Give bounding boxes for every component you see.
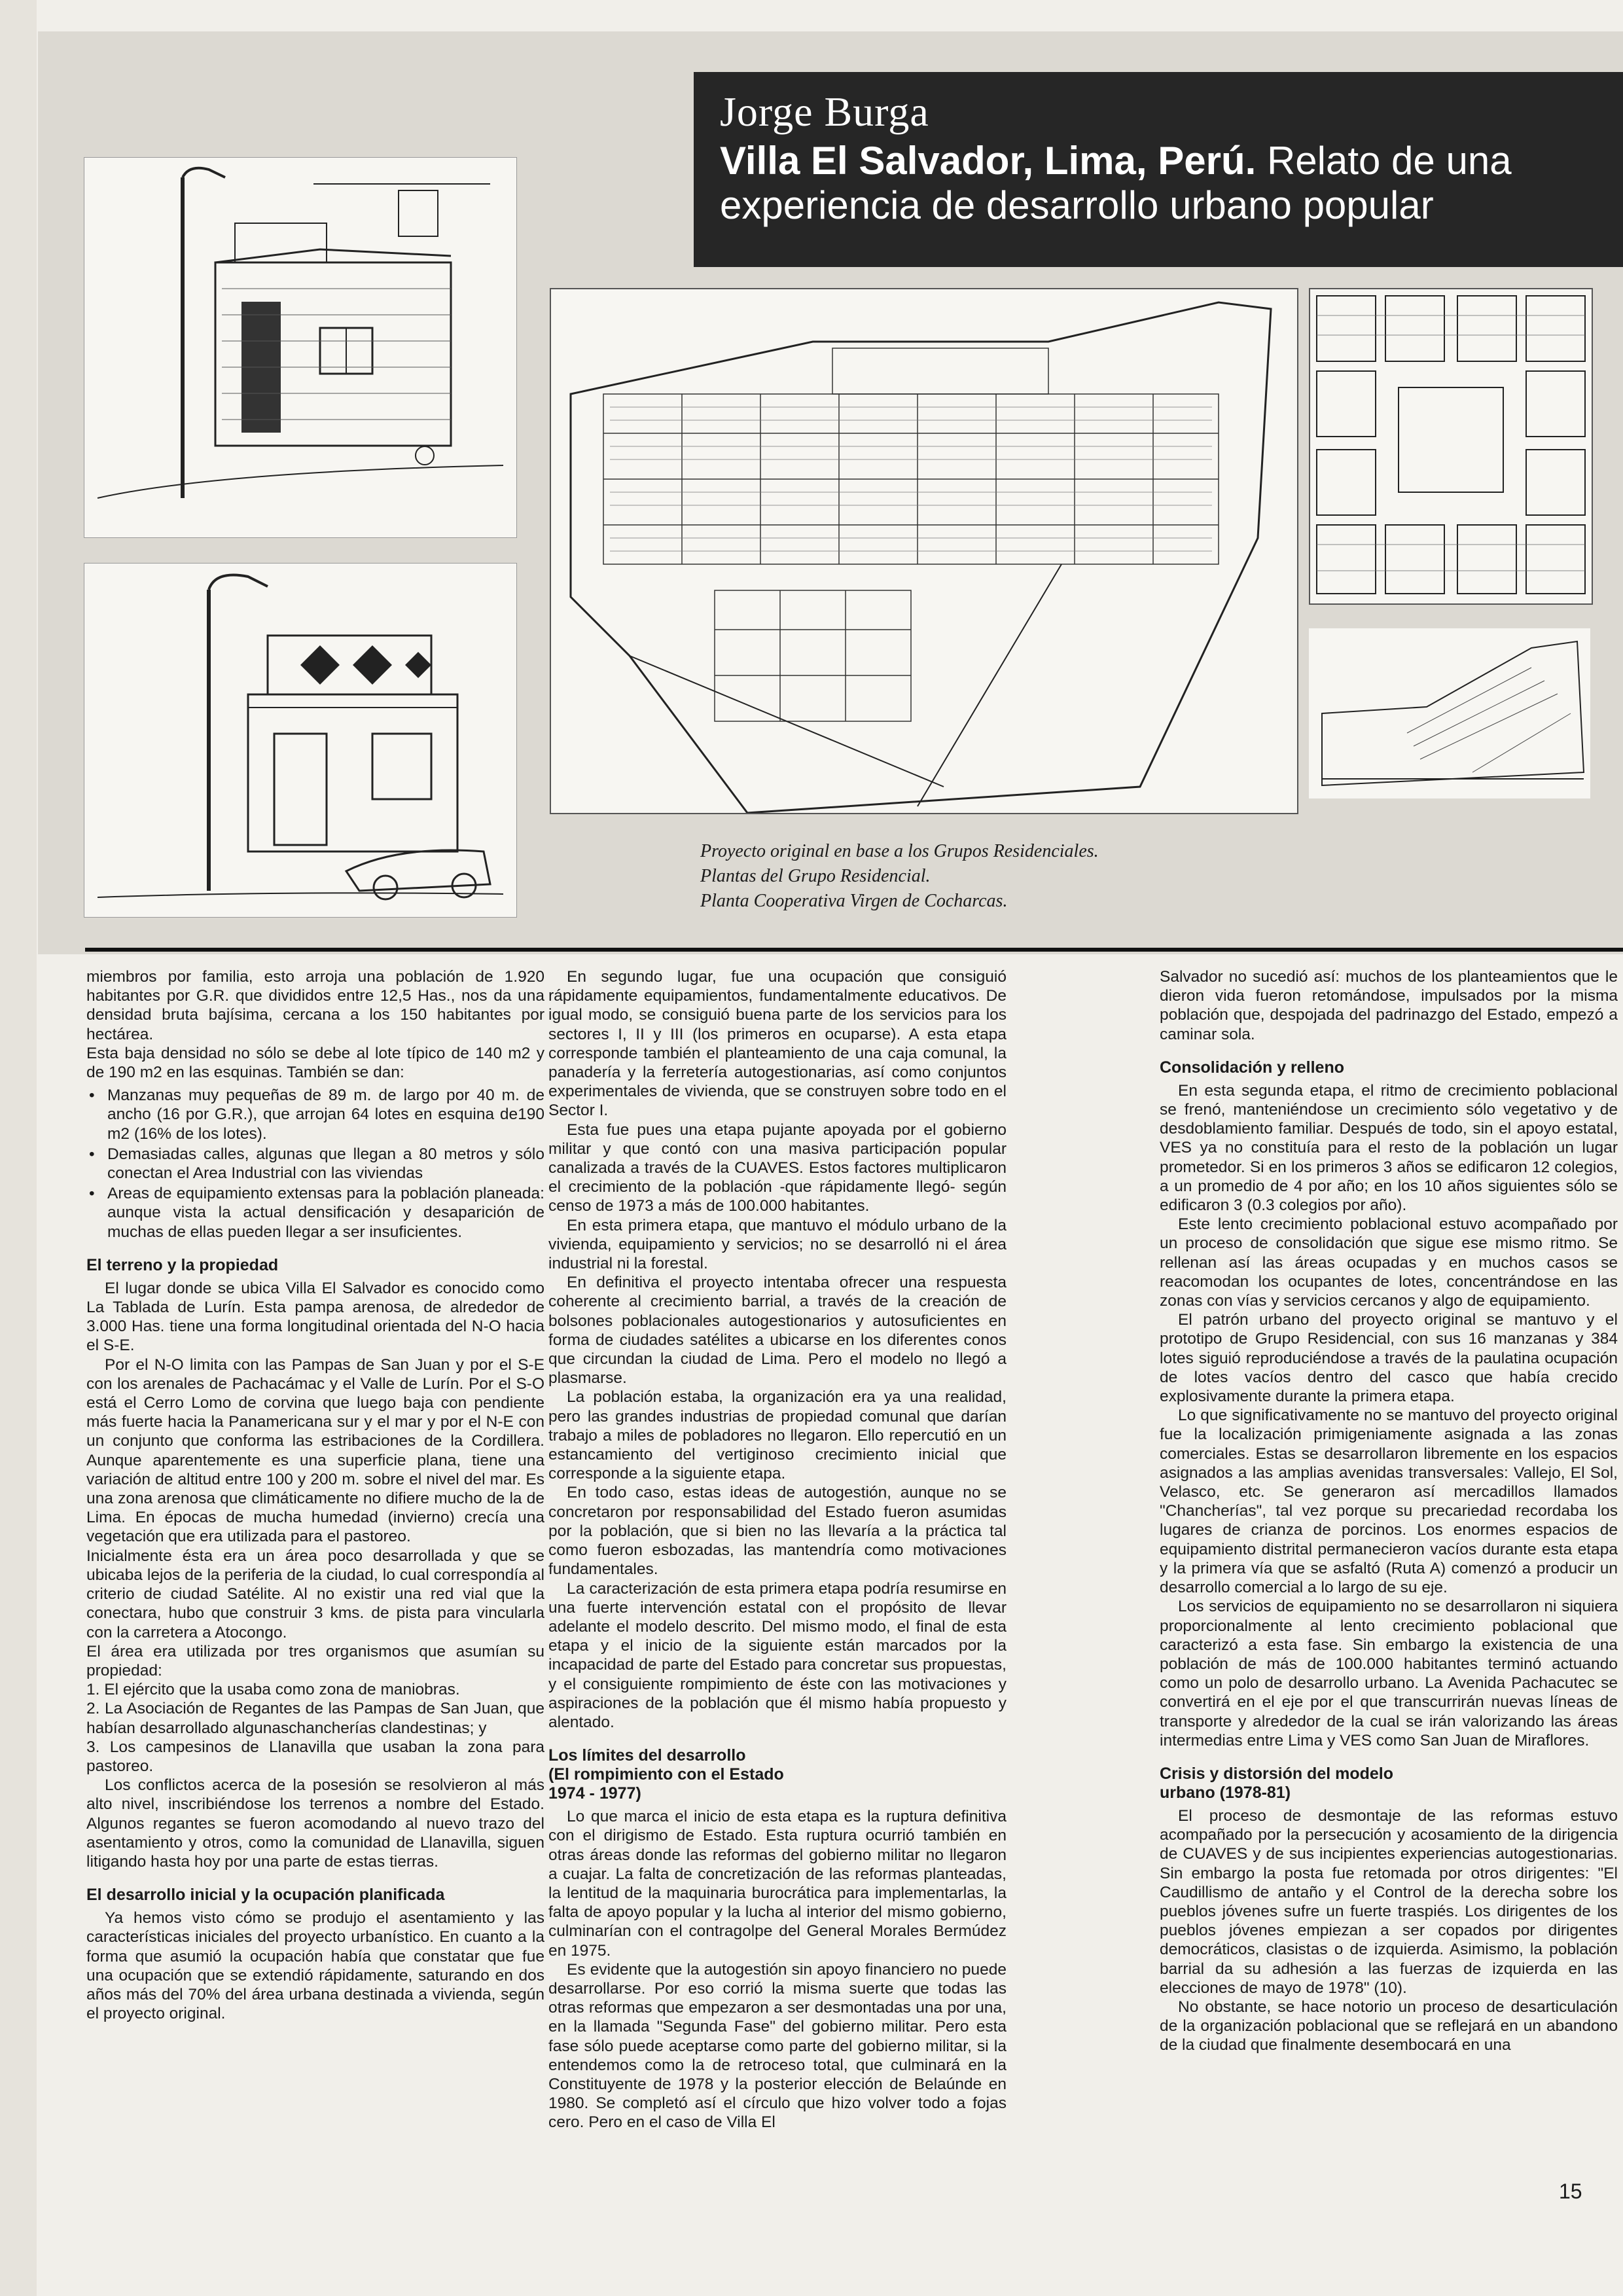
page-margin bbox=[0, 0, 37, 2296]
residential-group-plan bbox=[1309, 288, 1593, 605]
caption-line: Plantas del Grupo Residencial. bbox=[700, 866, 931, 886]
paragraph: En segundo lugar, fue una ocupación que consiguió rápidamente equipamientos, fundamentalmente educativos. De igual modo, se consiguió buena parte de los servicios para los sectores I, II y III (los primeros en ocuparse). A esta etapa corresponde también el planteamiento de una caja comunal, la panadería y la ferretería autogestionarias, así como conjuntos experimentales de vivienda, que se construyen sobre todo en el Sector I. bbox=[548, 968, 1007, 1120]
paragraph: Este lento crecimiento poblacional estuvo acompañado por un proceso de consolidación que sigue ese mismo ritmo. Se rellenan así las áreas ocupadas y en muchos casos se reacomodan los ocupantes de lotes, concentrándose en las zonas con vías y servicios cercanos y algo de equipamiento. bbox=[1160, 1215, 1618, 1310]
bullet-item: • Areas de equipamiento extensas para la población planeada: aunque vista la actual densificación y desaparición de muchas de ellas pueden llegar a ser insuficientes. bbox=[107, 1184, 544, 1242]
heading-line: Crisis y distorsión del modelo bbox=[1160, 1764, 1394, 1783]
caption-line: Proyecto original en base a los Grupos Residenciales. bbox=[700, 841, 1099, 861]
paragraph: Salvador no sucedió así: muchos de los planteamientos que le dieron vida fueron retomándose, impulsados por la misma población que, despojada del padrinazgo del Estado, empezó a caminar sola. bbox=[1160, 968, 1618, 1043]
heading-line: 1974 - 1977) bbox=[548, 1784, 641, 1803]
paragraph: La población estaba, la organización era ya una realidad, pero las grandes industrias de propiedad comunal que darían trabajo a miles de pobladores no llegaron. Ello repercutió en un estancamiento del vertiginoso crecimiento inicial que corresponde a la siguiente etapa. bbox=[548, 1388, 1007, 1483]
paragraph: Esta baja densidad no sólo se debe al lote típico de 140 m2 y de 190 m2 en las esquinas. También se dan: bbox=[86, 1044, 544, 1082]
paragraph: El lugar donde se ubica Villa El Salvador es conocido como La Tablada de Lurín. Esta pampa arenosa, de alrededor de 3.000 Has. tiene una forma longitudinal orientada del N-O hacia el S-E. bbox=[86, 1279, 544, 1355]
paragraph: El área era utilizada por tres organismos que asumían su propiedad: bbox=[86, 1642, 544, 1679]
paragraph: Ya hemos visto cómo se produjo el asentamiento y las características iniciales del proyecto urbanístico. En cuanto a la forma que asumió la ocupación había que constatar que fue una ocupación que se extendió rápidamente, saturando en dos años más del 70% del área urbana destinada a vivienda, según el proyecto original. bbox=[86, 1909, 544, 2023]
section-heading: El desarrollo inicial y la ocupación planificada bbox=[86, 1886, 445, 1905]
residential-group-svg bbox=[1310, 289, 1592, 603]
text-column-1 bbox=[86, 967, 544, 2023]
title-bold: Villa El Salvador, Lima, Perú. bbox=[720, 139, 1257, 183]
bullet-item: • Demasiadas calles, algunas que llegan a 80 metros y sólo conectan el Area Industrial con las viviendas bbox=[107, 1145, 544, 1183]
master-plan-svg bbox=[551, 289, 1297, 813]
sketch-house-bottom bbox=[84, 563, 517, 918]
bullet-list bbox=[86, 1086, 544, 1242]
bullet-item: • Manzanas muy pequeñas de 89 m. de largo por 40 m. de ancho (16 por G.R.), que arrojan 64 lotes en esquina de190 m2 (16% de los lotes). bbox=[107, 1086, 544, 1143]
paragraph: En esta segunda etapa, el ritmo de crecimiento poblacional se frenó, manteniéndose un crecimiento sólo vegetativo y de desdoblamiento familiar. Después de todo, sin el apoyo estatal, VES ya no constituía para el resto de la población un lugar prometedor. Si en los primeros 3 años se edificaron 12 colegios, a un promedio de 4 por año; en los 10 años siguientes sólo se edificaron 3 (0.3 colegios por año). bbox=[1160, 1081, 1618, 1215]
caption-line: Planta Cooperativa Virgen de Cocharcas. bbox=[700, 891, 1008, 911]
paragraph: Lo que significativamente no se mantuvo del proyecto original fue la localización primigeniamente asignada a las zonas comerciales. Estas se desarrollaron libremente en los espacios asignados a las amplias avenidas transversales: Vallejo, El Sol, Velasco, etc. Se generaron así mercadillos llamados "Chancherías", tal vez porque su precariedad recordaba los lugares de crianza de porcinos. Los enormes espacios de equipamiento distrital permanecieron vacíos durante esta etapa y la primera vía que se asfaltó (Ruta A) comenzó a producir un desarrollo comercial a lo largo de su eje. bbox=[1160, 1407, 1618, 1597]
master-plan-drawing bbox=[550, 288, 1298, 814]
paragraph: Es evidente que la autogestión sin apoyo financiero no puede desarrollarse. Por eso corrió la misma suerte que todas las otras reformas que empezaron a ser desmontadas una por una, en la llamada "Segunda Fase" del gobierno militar. Pero esta fase sólo puede aceptarse como parte del gobierno militar, si la entendemos como la de retroceso total, que culminará en la Constituyente de 1978 y la posterior elección de Belaúnde en 1980. Se completó así el círculo que hizo volver todo a fojas cero. Pero en el caso de Villa El bbox=[548, 1960, 1007, 2132]
paragraph: El proceso de desmontaje de las reformas estuvo acompañado por la persecución y acosamiento de la dirigencia de CUAVES y de sus incipientes experiencias autogestionarias. Sin embargo la posta fue retomada por otros dirigentes: "El Caudillismo de antaño y el Control de la derecha sobre los pueblos jóvenes sufre un fuerte traspiés. Los dirigentes de los pueblos jóvenes empiezan a ser copados por dirigentes democráticos, clasistas o de izquierda. Asimismo, la población barrial da su adhesión a las fuerzas de izquierda en las elecciones de mayo de 1978" (10). bbox=[1160, 1806, 1618, 1997]
paragraph: La caracterización de esta primera etapa podría resumirse en una fuerte intervención estatal con el propósito de llevar adelante el modelo descrito. Del mismo modo, el final de esta etapa y el inicio de la siguiente están marcados por la incapacidad de parte del Estado para concretar sus propuestas, y el consiguiente rompimiento de éste con las motivaciones y aspiraciones de la población que él mismo había propuesto y alentado. bbox=[548, 1579, 1007, 1731]
article-title bbox=[720, 139, 1610, 228]
paragraph: miembros por familia, esto arroja una población de 1.920 habitantes por G.R. que divididos entre 12,5 Has., nos da una densidad bruta bajísima, cercana a los 150 habitantes por hectárea. bbox=[86, 968, 544, 1043]
text-column-2 bbox=[548, 967, 1007, 2132]
figure-bottom-rule bbox=[85, 948, 1623, 952]
paragraph: Lo que marca el inicio de esta etapa es la ruptura definitiva con el dirigismo de Estado. Esta ruptura ocurrió también en otras áreas donde las reformas del gobierno militar no llegaron a cuajar. La falta de concretización de las reformas planteadas, la lentitud de la maquinaria burocrática para implementarlas, la falta de apoyo popular y la lucha al interior del mismo gobierno, culminarían con el contragolpe del General Morales Bermúdez en 1975. bbox=[548, 1808, 1007, 1960]
sketch-house-top-drawing bbox=[84, 158, 516, 537]
cooperative-plan-svg bbox=[1309, 628, 1590, 798]
heading-line: urbano (1978-81) bbox=[1160, 1783, 1291, 1802]
heading-line: Los límites del desarrollo bbox=[548, 1746, 746, 1765]
sketch-house-top bbox=[84, 157, 517, 538]
paragraph: El patrón urbano del proyecto original se mantuvo y el prototipo de Grupo Residencial, con sus 16 manzanas y 384 lotes siguió reproduciéndose a través de la paulatina ocupación de lotes vacíos dentro del casco que había crecido explosivamente durante la primera etapa. bbox=[1160, 1311, 1618, 1406]
heading-line: (El rompimiento con el Estado bbox=[548, 1765, 784, 1784]
paragraph: No obstante, se hace notorio un proceso de desarticulación de la organización poblacional que se reflejará en un abandono de la ciudad que finalmente desembocará en una bbox=[1160, 1998, 1618, 2054]
paragraph: En todo caso, estas ideas de autogestión, aunque no se concretaron por responsabilidad del Estado fueron asumidas por la población, que si bien no las llevaría a la práctica tal como fueron esbozadas, las mantendría como motivaciones fundamentales. bbox=[548, 1484, 1007, 1579]
section-heading bbox=[1160, 1765, 1618, 1803]
paragraph: Esta fue pues una etapa pujante apoyada por el gobierno militar y que contó con una masiva participación popular canalizada a través de la CUAVES. Estos factores multiplicaron el crecimiento de la población -que rápidamente llegó- según censo de 1973 a más de 100.000 habitantes. bbox=[548, 1121, 1007, 1215]
paragraph: 1. El ejército que la usaba como zona de maniobras. bbox=[86, 1681, 460, 1699]
title-rest: Relato de una experiencia de desarrollo urbano popular bbox=[720, 139, 1512, 227]
cooperative-plan bbox=[1309, 628, 1590, 798]
paragraph: Los servicios de equipamiento no se desarrollaron ni siquiera proporcionalmente al lento crecimiento poblacional que caracterizó a esta fase. Sin embargo la existencia de una población de más de 100.000 habitantes terminó actuando como un polo de desarrollo urbano. La Avenida Pachacutec se convertirá en el eje por el que transcurrirán nuevas líneas de transporte y alrededor de la cual se irán valorizando las áreas intermedias entre Lima y VES como San Juan de Miraflores. bbox=[1160, 1598, 1618, 1749]
section-heading bbox=[548, 1746, 1007, 1803]
paragraph: 2. La Asociación de Regantes de las Pampas de San Juan, que habían desarrollado algunaschancherías clandestinas; y bbox=[86, 1700, 544, 1737]
figure-caption bbox=[700, 839, 1289, 914]
section-heading: El terreno y la propiedad bbox=[86, 1255, 279, 1274]
text-column-3 bbox=[1160, 967, 1618, 2055]
paragraph: En definitiva el proyecto intentaba ofrecer una respuesta coherente al crecimiento barrial, a través de la creación de bolsones poblacionales autogestionarios y autosuficientes en forma de ciudades satélites a ubicarse en los diferentes conos que circundan la ciudad de Lima. Pero el modelo no llegó a plasmarse. bbox=[548, 1274, 1007, 1388]
paragraph: Por el N-O limita con las Pampas de San Juan y por el S-E con los arenales de Pachacámac y el Valle de Lurín. Por el S-O está el Cerro Lomo de corvina que luego baja con pendiente más fuerte hacia la Panamericana sur y el mar y por el N-E con un conjunto que conforma las estribaciones de la Cordillera. Aunque aparentemente es una superficie plana, tiene una variación de altitud entre 100 y 200 m. sobre el nivel del mar. Es una zona arenosa que climáticamente no difiere mucho de la de Lima. En épocas de mucha humedad (invierno) crecía una vegetación que era utilizada para el pastoreo. bbox=[86, 1355, 544, 1546]
section-heading: Consolidación y relleno bbox=[1160, 1058, 1344, 1077]
paragraph: En esta primera etapa, que mantuvo el módulo urbano de la vivienda, equipamiento y servicios; no se desarrolló ni el área industrial ni la forestal. bbox=[548, 1216, 1007, 1273]
paragraph: Los conflictos acerca de la posesión se resolvieron al más alto nivel, inscribiéndose los terrenos a nombre del Estado. Algunos regantes se fueron acomodando al nuevo trazo del asentamiento y otros, como la comunidad de Llanavilla, siguen litigando hasta hoy por una parte de estas tierras. bbox=[86, 1776, 544, 1871]
paragraph: 3. Los campesinos de Llanavilla que usaban la zona para pastoreo. bbox=[86, 1738, 544, 1775]
sketch-house-bottom-drawing bbox=[84, 564, 516, 917]
author-name: Jorge Burga bbox=[720, 88, 929, 135]
page-number: 15 bbox=[1559, 2179, 1582, 2203]
article-header bbox=[694, 72, 1623, 267]
paragraph: Inicialmente ésta era un área poco desarrollada y que se ubicaba lejos de la periferia de la ciudad, lo cual correspondía al criterio de ciudad Satélite. Al no existir una red vial que la conectara, hubo que construir 3 kms. de pista para vincularla con la carretera a Atocongo. bbox=[86, 1547, 544, 1641]
